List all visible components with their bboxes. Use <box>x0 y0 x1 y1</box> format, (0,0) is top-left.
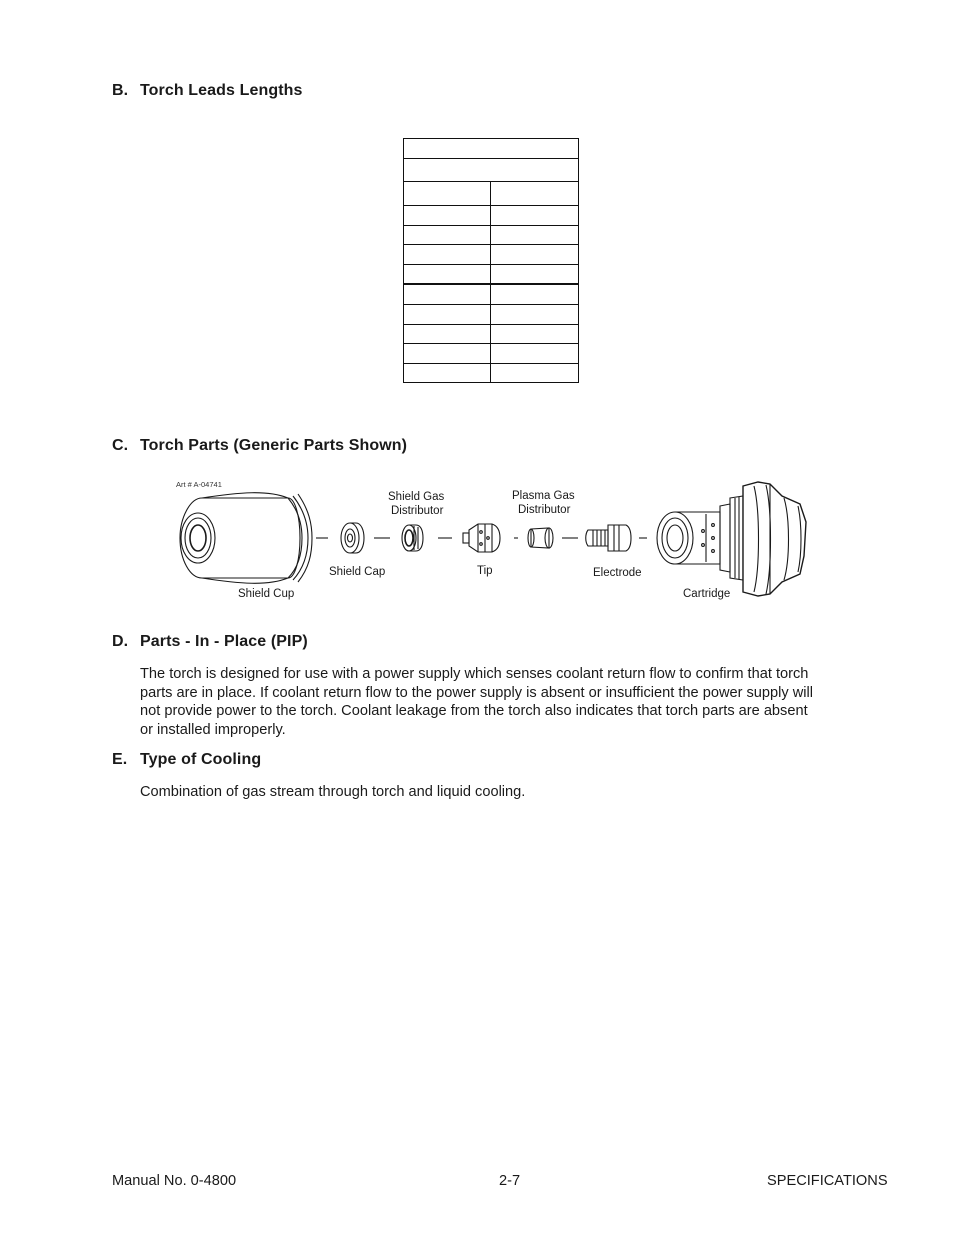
section-b-title: Torch Leads Lengths <box>140 82 303 99</box>
table-cell <box>404 159 579 182</box>
pip-line: not provide power to the torch. Coolant leakage from the torch also indicates that torch parts are absent <box>140 703 808 719</box>
shield-cup-drawing <box>180 493 312 584</box>
table-row <box>404 344 579 364</box>
section-c-heading <box>112 437 407 455</box>
table-title-row <box>404 139 579 159</box>
table-subtitle-row <box>404 159 579 182</box>
section-b-heading <box>112 82 303 100</box>
footer-section-name: SPECIFICATIONS <box>767 1173 888 1189</box>
cartridge-drawing <box>657 482 806 596</box>
table-cell <box>404 206 491 226</box>
table-cell <box>491 363 579 383</box>
table-cell <box>491 304 579 324</box>
table-cell <box>404 324 491 344</box>
section-c-title: Torch Parts (Generic Parts Shown) <box>140 437 408 454</box>
footer-manual-number: Manual No. 0-4800 <box>112 1173 237 1189</box>
pip-line: parts are in place. If coolant return flow to the power supply is absent or insufficient the power supply will <box>140 684 814 701</box>
shield-cap-drawing <box>341 523 364 553</box>
table-row <box>404 264 579 284</box>
art-number: Art # A-04741 <box>176 480 222 489</box>
table-cell <box>404 304 491 324</box>
table-cell <box>491 344 579 364</box>
table-cell <box>491 324 579 344</box>
section-d-title: Parts - In - Place (PIP) <box>140 633 308 650</box>
label-electrode: Electrode <box>593 567 642 579</box>
torch-parts-illustration <box>150 470 820 620</box>
table-cell <box>404 344 491 364</box>
table-cell <box>491 284 579 304</box>
shield-gas-distributor-drawing <box>402 525 423 551</box>
section-d-letter: D. <box>112 633 129 650</box>
section-d-heading <box>112 633 308 651</box>
pip-paragraph <box>140 665 900 739</box>
section-e-title: Type of Cooling <box>140 751 262 768</box>
table-cell <box>491 206 579 226</box>
table-cell <box>404 139 579 159</box>
label-shield-gas-line2: Distributor <box>391 505 444 517</box>
table-cell <box>404 264 491 284</box>
cooling-paragraph: Combination of gas stream through torch and liquid cooling. <box>140 784 526 800</box>
section-b-letter: B. <box>112 82 129 99</box>
table-cell <box>404 363 491 383</box>
pip-line: or installed improperly. <box>140 721 286 738</box>
table-row <box>404 225 579 245</box>
table-cell <box>404 245 491 265</box>
label-shield-cup: Shield Cup <box>238 588 295 600</box>
label-tip: Tip <box>477 565 493 577</box>
table-cell <box>491 225 579 245</box>
torch-leads-table <box>403 138 579 383</box>
label-cartridge: Cartridge <box>683 588 731 600</box>
table-row <box>404 284 579 304</box>
section-e-heading <box>112 751 261 769</box>
table-cell <box>491 182 579 206</box>
table-header-row <box>404 182 579 206</box>
electrode-drawing <box>586 525 631 551</box>
label-shield-gas-line1: Shield Gas <box>388 491 445 503</box>
footer-page-number: 2-7 <box>499 1173 521 1189</box>
section-c-letter: C. <box>112 437 129 454</box>
plasma-gas-distributor-drawing <box>528 528 553 548</box>
label-plasma-gas-line1: Plasma Gas <box>512 490 575 502</box>
table-row <box>404 363 579 383</box>
label-shield-cap: Shield Cap <box>329 566 386 578</box>
table-row <box>404 245 579 265</box>
table-row <box>404 324 579 344</box>
table-cell <box>404 182 491 206</box>
table-cell <box>404 284 491 304</box>
table-row <box>404 206 579 226</box>
torch-parts-diagram <box>150 470 820 620</box>
label-plasma-gas-line2: Distributor <box>518 504 571 516</box>
pip-line: The torch is designed for use with a power supply which senses coolant return flow to confirm that torch <box>140 666 809 682</box>
section-e-letter: E. <box>112 751 128 768</box>
tip-drawing <box>463 524 500 552</box>
table-cell <box>491 264 579 284</box>
table-cell <box>404 225 491 245</box>
table-row <box>404 304 579 324</box>
table-cell <box>491 245 579 265</box>
